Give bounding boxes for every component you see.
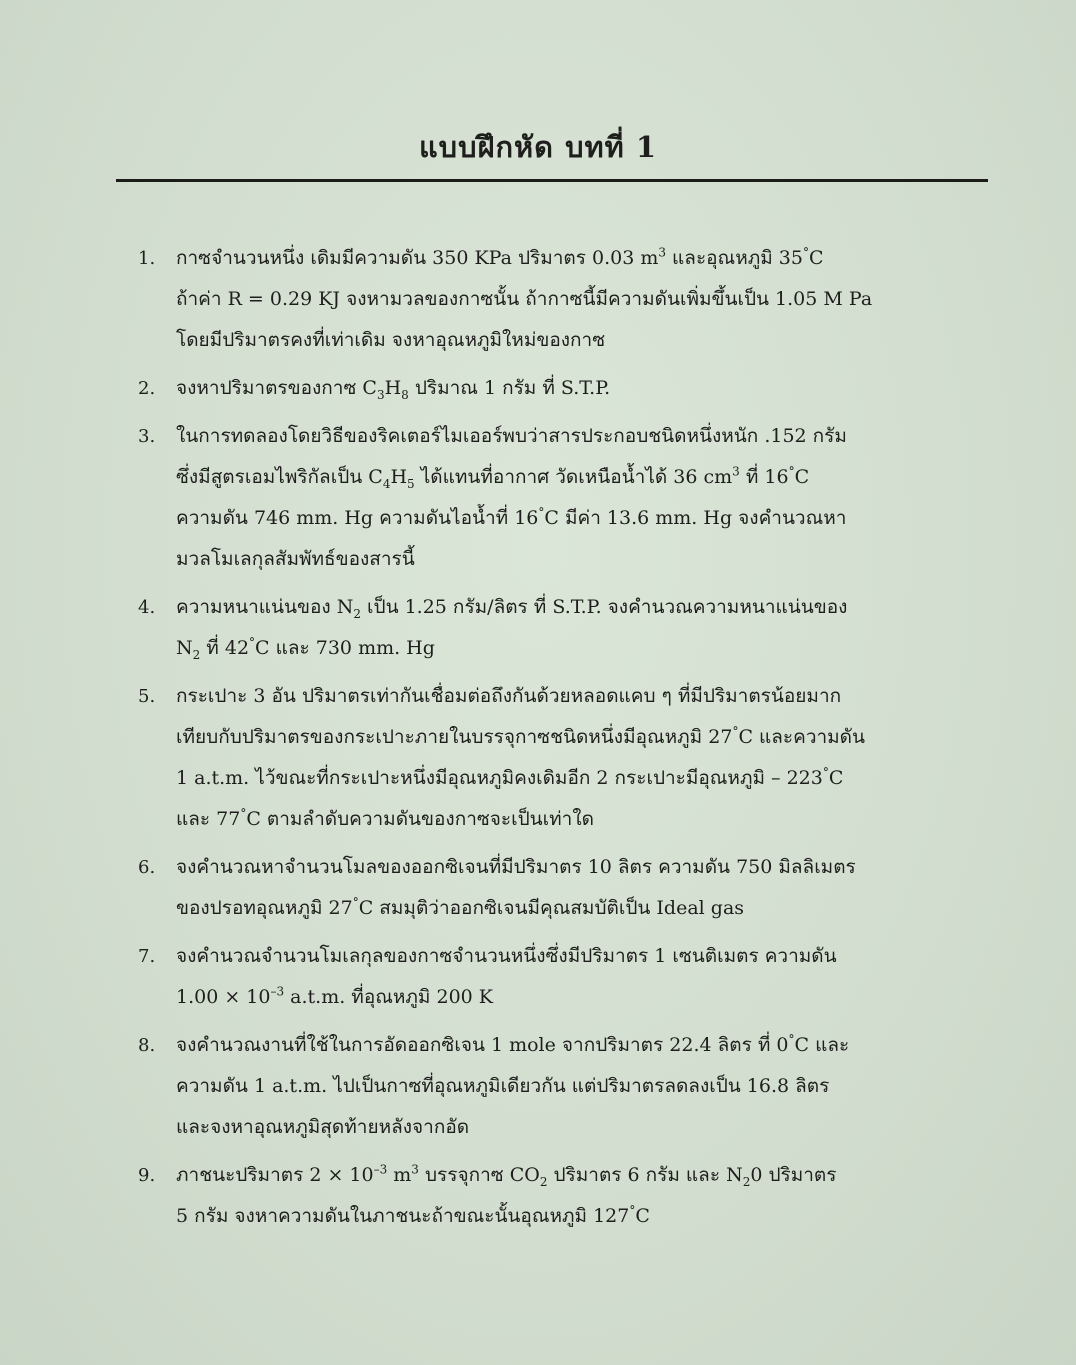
subscript-text: 2 [353,606,361,621]
superscript-text: ° [788,1032,795,1047]
exercise-text: โดยมีปริมาตรคงที่เท่าเดิม จงหาอุณหภูมิใหม่ของกาซ [176,329,606,351]
superscript-text: –3 [270,984,285,999]
superscript-text: ° [788,464,795,479]
superscript-text: ° [240,806,247,821]
exercise-text: ความหนาแน่นของ N [176,596,354,618]
page-title: แบบฝึกหัด บทที่ 1 [418,130,658,164]
exercise-item [138,238,970,361]
exercise-text: C มีค่า 13.6 mm. Hg จงคำนวณหา [544,507,847,529]
exercise-text: ความดัน 1 a.t.m. ไปเป็นกาซที่อุณหภูมิเดียวกัน แต่ปริมาตรลดลงเป็น 16.8 ลิตร [176,1075,830,1097]
exercise-text: H [384,377,402,399]
exercise-line [176,977,970,1018]
superscript-text: 3 [411,1162,419,1177]
exercise-text: H [390,466,408,488]
exercise-text: m [387,1164,412,1186]
exercise-text: กระเปาะ 3 อัน ปริมาตรเท่ากันเชื่อมต่อถึงกันด้วยหลอดแคบ ๆ ที่มีปริมาตรน้อยมาก [176,685,842,707]
exercise-item [138,1025,970,1148]
exercise-line [176,1066,970,1107]
exercise-text: ปริมาตร 6 กรัม และ N [547,1164,743,1186]
exercise-line [176,847,970,888]
exercise-text: ที่ 42 [200,637,250,659]
exercise-number: 2. [138,378,156,399]
exercise-number: 7. [138,946,156,967]
exercise-line [176,888,970,929]
exercise-item [138,416,970,580]
exercise-list [138,238,970,1244]
superscript-text: –3 [373,1162,388,1177]
exercise-text: ปริมาณ 1 กรัม ที่ S.T.P. [408,377,611,399]
exercise-text: C และ 730 mm. Hg [255,637,435,659]
exercise-item [138,847,970,929]
superscript-text: ° [352,895,359,910]
exercise-line [176,1196,970,1237]
subscript-text: 5 [407,476,415,491]
exercise-text: จงหาปริมาตรของกาซ C [176,377,377,399]
exercise-text: ซึ่งมีสูตรเอมไพริกัลเป็น C [176,466,383,488]
exercise-line [176,936,970,977]
exercise-item [138,936,970,1018]
superscript-text: 3 [658,245,667,260]
exercise-item [138,1155,970,1237]
superscript-text: ° [802,245,809,260]
subscript-text: 3 [376,387,385,402]
superscript-text: 3 [732,464,740,479]
exercise-line [176,498,970,539]
exercise-line [176,758,970,799]
subscript-text: 2 [192,647,201,662]
exercise-item [138,587,970,669]
exercise-number: 3. [138,426,156,447]
exercise-line [176,717,970,758]
superscript-text: ° [629,1203,636,1218]
superscript-text: ° [822,765,829,780]
exercise-number: 8. [138,1035,156,1056]
exercise-text: บรรจุกาซ CO [418,1164,540,1186]
exercise-text: เทียบกับปริมาตรของกระเปาะภายในบรรจุกาซชนิดหนึ่งมีอุณหภูมิ 27 [176,726,733,748]
exercise-text: 0 ปริมาตร [750,1164,837,1186]
exercise-text: ที่ 16 [739,466,789,488]
exercise-line [176,320,970,361]
exercise-text: C สมมุติว่าออกซิเจนมีคุณสมบัติเป็น Ideal gas [358,897,745,919]
superscript-text: ° [538,505,545,520]
exercise-text: ได้แทนที่อากาศ วัดเหนือน้ำได้ 36 cm [414,466,733,488]
exercise-text: C ตามลำดับความดันของกาซจะเป็นเท่าใด [246,808,594,830]
exercise-line [176,457,970,498]
exercise-line [176,587,970,628]
exercise-line [176,238,970,279]
exercise-line [176,628,970,669]
exercise-text: ของปรอทอุณหภูมิ 27 [176,897,353,919]
superscript-text: ° [249,635,256,650]
exercise-text: C และความดัน [738,726,866,748]
exercise-item [138,676,970,840]
exercise-line [176,799,970,840]
exercise-text: ความดัน 746 mm. Hg ความดันไอน้ำที่ 16 [176,507,539,529]
exercise-line [176,1107,970,1148]
exercise-text: 1.00 × 10 [176,986,271,1008]
exercise-text: ภาชนะปริมาตร 2 × 10 [176,1164,374,1186]
exercise-text: C และ [794,1034,850,1056]
exercise-text: C [635,1205,650,1227]
exercise-line [176,539,970,580]
exercise-line [176,1025,970,1066]
exercise-text: และจงหาอุณหภูมิสุดท้ายหลังจากอัด [176,1116,470,1138]
subscript-text: 4 [382,476,391,491]
exercise-text: N [176,637,193,659]
exercise-line [176,1155,970,1196]
exercise-text: a.t.m. ที่อุณหภูมิ 200 K [284,986,493,1008]
exercise-number: 5. [138,686,156,707]
subscript-text: 2 [539,1174,548,1189]
exercise-text: ถ้าค่า R = 0.29 KJ จงหามวลของกาซนั้น ถ้ากาซนี้มีความดันเพิ่มขึ้นเป็น 1.05 M Pa [176,288,873,310]
exercise-number: 4. [138,597,156,618]
exercise-number: 9. [138,1165,156,1186]
exercise-line [176,416,970,457]
exercise-text: จงคำนวณหาจำนวนโมลของออกซิเจนที่มีปริมาตร 10 ลิตร ความดัน 750 มิลลิเมตร [176,856,856,878]
exercise-line [176,279,970,320]
exercise-text: ในการทดลองโดยวิธีของริคเตอร์ไมเออร์พบว่าสารประกอบชนิดหนึ่งหนัก .152 กรัม [176,425,847,447]
exercise-text: และอุณหภูมิ 35 [666,247,803,269]
exercise-text: และ 77 [176,808,241,830]
superscript-text: ° [732,724,739,739]
exercise-item [138,368,970,409]
exercise-number: 6. [138,857,156,878]
exercise-text: มวลโมเลกุลสัมพัทธ์ของสารนี้ [176,548,415,570]
exercise-text: จงคำนวณงานที่ใช้ในการอัดออกซิเจน 1 mole จากปริมาตร 22.4 ลิตร ที่ 0 [176,1034,789,1056]
exercise-text: เป็น 1.25 กรัม/ลิตร ที่ S.T.P. จงคำนวณความหนาแน่นของ [360,596,848,618]
exercise-text: จงคำนวณจำนวนโมเลกุลของกาซจำนวนหนึ่งซึ่งมีปริมาตร 1 เซนติเมตร ความดัน [176,945,837,967]
exercise-text: C [808,247,824,269]
exercise-text: C [794,466,810,488]
exercise-line [176,676,970,717]
exercise-text: C [828,767,844,789]
exercise-number: 1. [138,248,156,269]
exercise-text: กาซจำนวนหนึ่ง เดิมมีความดัน 350 KPa ปริมาตร 0.03 m [176,247,659,269]
exercise-text: 1 a.t.m. ไว้ขณะที่กระเปาะหนึ่งมีอุณหภูมิคงเดิมอีก 2 กระเปาะมีอุณหภูมิ – 223 [176,767,823,789]
exercise-line [176,368,970,409]
title-rule [116,179,988,182]
exercise-text: 5 กรัม จงหาความดันในภาชนะถ้าขณะนั้นอุณหภูมิ 127 [176,1205,630,1227]
subscript-text: 2 [742,1174,751,1189]
subscript-text: 8 [401,387,409,402]
